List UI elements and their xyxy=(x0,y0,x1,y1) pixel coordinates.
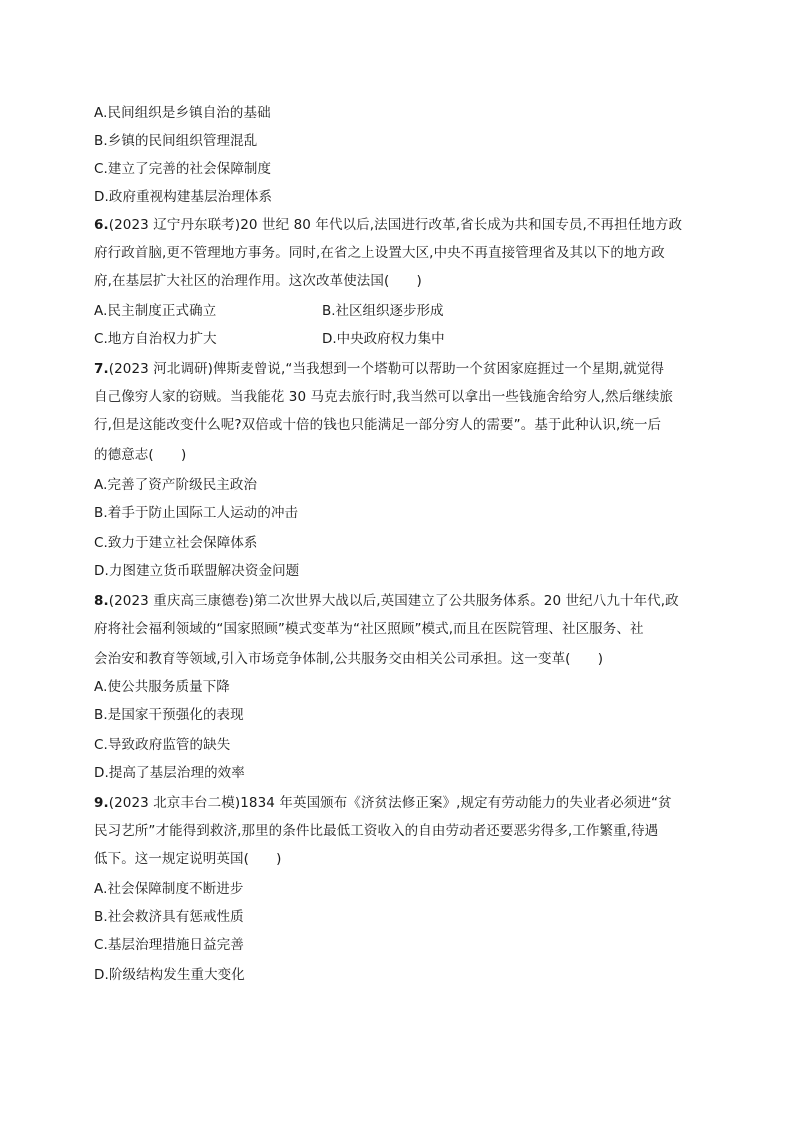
q8-number: 8. xyxy=(94,593,109,609)
q8-option-d: D.提高了基层治理的效率 xyxy=(94,765,245,781)
q7-option-b: B.着手于防止国际工人运动的冲击 xyxy=(94,505,299,521)
q7-number: 7. xyxy=(94,361,109,377)
q9-option-c: C.基层治理措施日益完善 xyxy=(94,937,244,953)
q7-option-d: D.力图建立货币联盟解决资金问题 xyxy=(94,563,300,579)
q8-stem-line-2: 府将社会福利领域的“国家照顾”模式变革为“社区照顾”模式,而且在医院管理、社区服务、社 xyxy=(94,621,644,637)
q9-option-d: D.阶级结构发生重大变化 xyxy=(94,967,245,983)
q6-stem-line-1: 6.(2023 辽宁丹东联考)20 世纪 80 年代以后,法国进行改革,省长成为共和国专员,不再担任地方政 xyxy=(94,217,683,233)
q7-option-a: A.完善了资产阶级民主政治 xyxy=(94,477,258,493)
q6-option-b: B.社区组织逐步形成 xyxy=(322,303,444,319)
q9-stem-line-3: 低下。这一规定说明英国( ) xyxy=(94,851,282,867)
q7-option-c: C.致力于建立社会保障体系 xyxy=(94,535,258,551)
q6-stem-line-3: 府,在基层扩大社区的治理作用。这次改革使法国( ) xyxy=(94,273,422,289)
q9-stem-line-1: 9.(2023 北京丰台二模)1834 年英国颁布《济贫法修正案》,规定有劳动能力的失业者必须进“贫 xyxy=(94,795,672,811)
q8-stem-line-3: 会治安和教育等领域,引入市场竞争体制,公共服务交由相关公司承担。这一变革( ) xyxy=(94,651,604,667)
q9-number: 9. xyxy=(94,795,109,811)
q8-option-a: A.使公共服务质量下降 xyxy=(94,679,230,695)
q6-number: 6. xyxy=(94,217,109,233)
q5-option-c: C.建立了完善的社会保障制度 xyxy=(94,161,272,177)
q9-option-b: B.社会救济具有惩戒性质 xyxy=(94,909,244,925)
q8-option-c: C.导致政府监管的缺失 xyxy=(94,737,231,753)
q9-stem-line-2: 民习艺所”才能得到救济,那里的条件比最低工资收入的自由劳动者还要恶劣得多,工作繁重,待遇 xyxy=(94,823,659,839)
q6-option-c: C.地方自治权力扩大 xyxy=(94,331,217,347)
q6-stem-line-2: 府行政首脑,更不管理地方事务。同时,在省之上设置大区,中央不再直接管理省及其以下的地方政 xyxy=(94,245,665,261)
q8-stem-line-1: 8.(2023 重庆高三康德卷)第二次世界大战以后,英国建立了公共服务体系。20 世纪八九十年代,政 xyxy=(94,593,679,609)
q8-option-b: B.是国家干预强化的表现 xyxy=(94,707,244,723)
q5-option-b: B.乡镇的民间组织管理混乱 xyxy=(94,133,258,149)
q7-stem-line-4: 的德意志( ) xyxy=(94,447,187,463)
q6-option-d: D.中央政府权力集中 xyxy=(322,331,445,347)
q7-stem-line-2: 自己像穷人家的窃贼。当我能花 30 马克去旅行时,我当然可以拿出一些钱施舍给穷人,然后继续旅 xyxy=(94,389,673,405)
q9-option-a: A.社会保障制度不断进步 xyxy=(94,881,244,897)
q5-option-d: D.政府重视构建基层治理体系 xyxy=(94,189,273,205)
q7-stem-line-3: 行,但是这能改变什么呢?双倍或十倍的钱也只能满足一部分穷人的需要”。基于此种认识,统一后 xyxy=(94,417,662,433)
q7-stem-line-1: 7.(2023 河北调研)俾斯麦曾说,“当我想到一个塔勒可以帮助一个贫困家庭捱过一个星期,就觉得 xyxy=(94,361,665,377)
q6-option-a: A.民主制度正式确立 xyxy=(94,303,217,319)
q5-option-a: A.民间组织是乡镇自治的基础 xyxy=(94,105,271,121)
